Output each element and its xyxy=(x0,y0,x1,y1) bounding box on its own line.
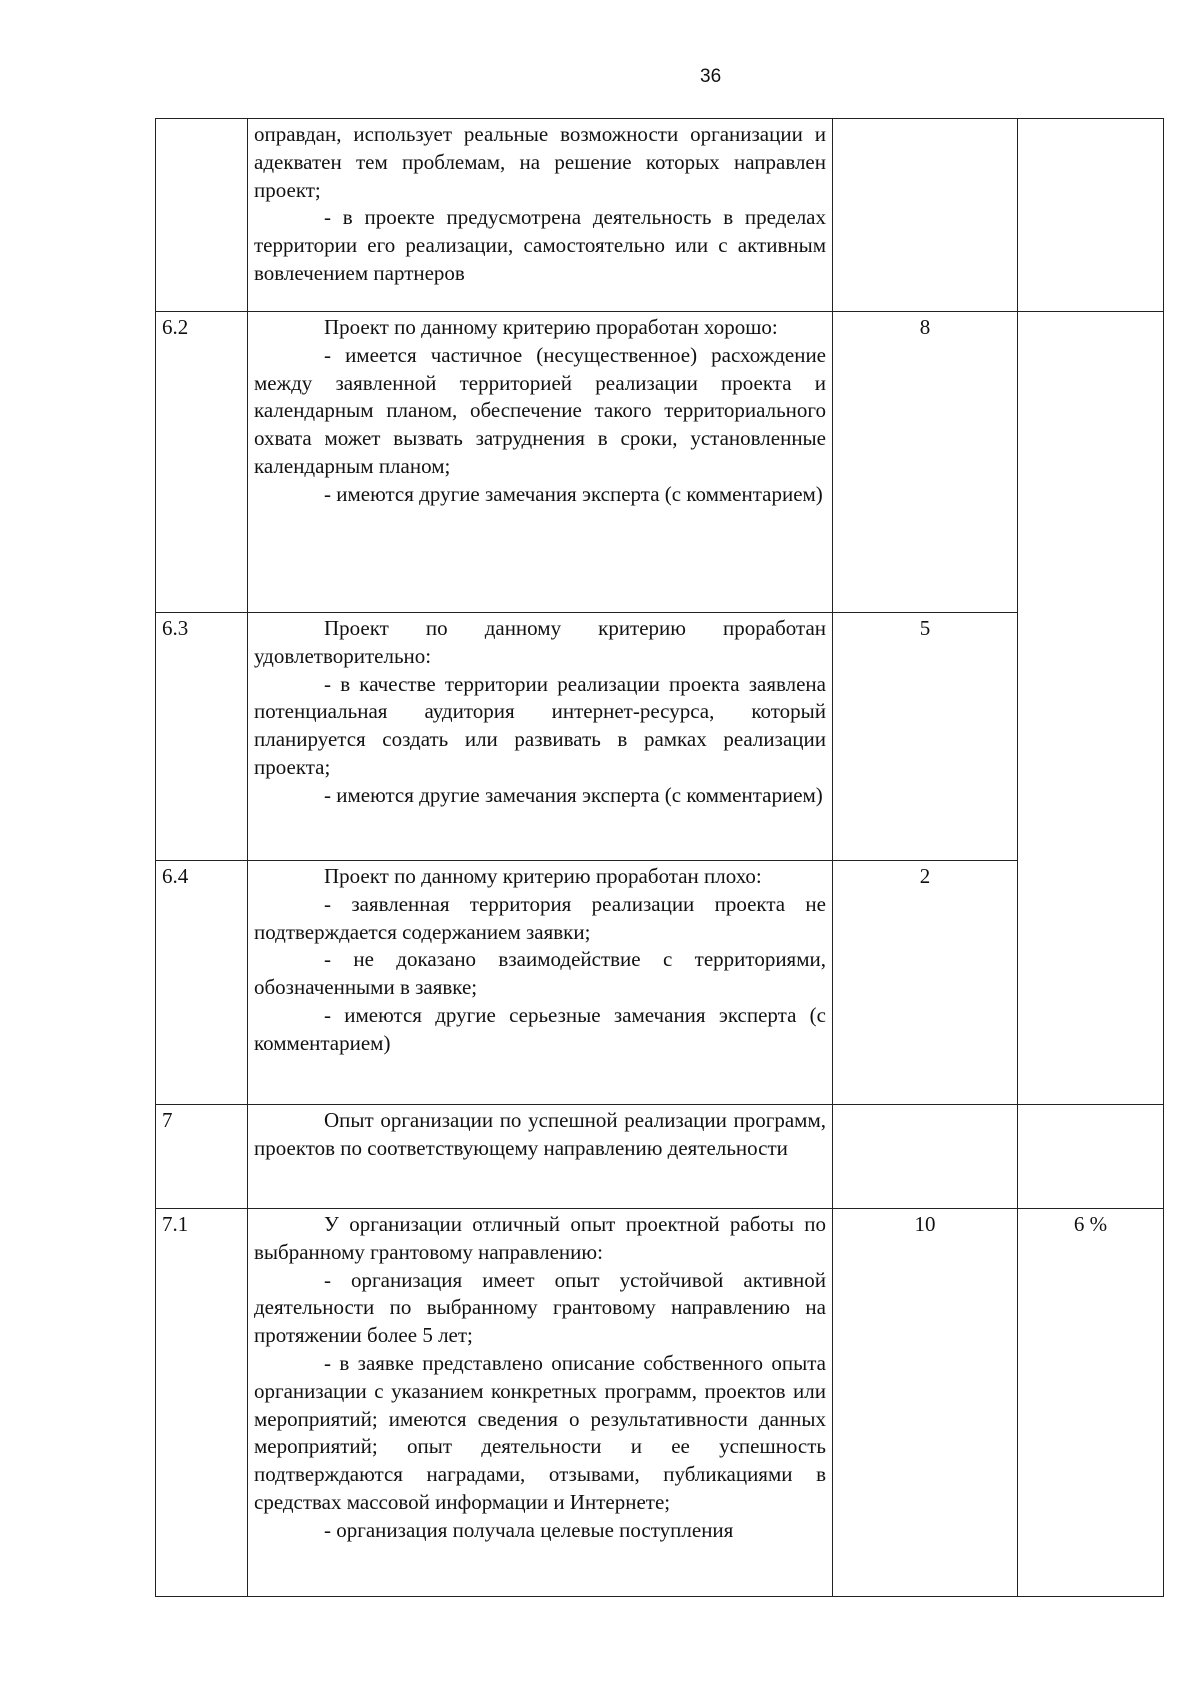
criterion-score xyxy=(833,119,1018,312)
criterion-score: 5 xyxy=(833,613,1018,861)
criterion-paragraph: Проект по данному критерию проработан плохо: xyxy=(324,864,762,888)
criterion-number: 7.1 xyxy=(156,1209,248,1597)
table-row xyxy=(156,613,1164,861)
criterion-bullet: - имеются другие серьезные замечания эксперта (с комментарием) xyxy=(254,1002,826,1055)
criterion-paragraph: оправдан, использует реальные возможности организации и адекватен тем проблемам, на решение которых направлен проект; xyxy=(254,122,826,202)
criterion-score: 8 xyxy=(833,312,1018,613)
criterion-number: 6.2 xyxy=(156,312,248,613)
criterion-number: 6.3 xyxy=(156,613,248,861)
criterion-paragraph: У организации отличный опыт проектной работы по выбранному грантовому направлению: xyxy=(254,1212,826,1264)
table-row xyxy=(156,861,1164,1105)
page-number: 36 xyxy=(700,66,722,87)
criterion-number xyxy=(156,119,248,312)
table-row xyxy=(156,1105,1164,1209)
criterion-paragraph: Проект по данному критерию проработан хорошо: xyxy=(324,315,778,339)
table-row xyxy=(156,312,1164,613)
criterion-number: 6.4 xyxy=(156,861,248,1105)
criterion-bullet: - в проекте предусмотрена деятельность в пределах территории его реализации, самостоятельно или с активным вовлечением партнеров xyxy=(254,205,826,285)
criterion-bullet: - организация имеет опыт устойчивой активной деятельности по выбранному грантовому направлению на протяжении более 5 лет; xyxy=(254,1267,826,1348)
criterion-score: 10 xyxy=(833,1209,1018,1597)
criterion-score xyxy=(833,1105,1018,1209)
criterion-description xyxy=(248,613,833,861)
criterion-weight xyxy=(1018,312,1164,613)
criterion-description xyxy=(248,1105,833,1209)
criterion-weight xyxy=(1018,119,1164,312)
criterion-bullet: - имеется частичное (несущественное) расхождение между заявленной территорией реализации проекта и календарным планом, обеспечение такого территориального охвата может вызвать затруднения в сроки, установленные календарным планом; xyxy=(254,342,826,478)
criterion-score: 2 xyxy=(833,861,1018,1105)
table-row xyxy=(156,1209,1164,1597)
criterion-bullet: - в заявке представлено описание собственного опыта организации с указанием конкретных программ, проектов или мероприятий; имеются сведения о результативности данных мероприятий; опыт деятельности и ее успешность подтверждаются наградами, отзывами, публикациями в средствах массовой информации и Интернете; xyxy=(254,1350,826,1514)
criterion-bullet: - не доказано взаимодействие с территориями, обозначенными в заявке; xyxy=(254,947,826,1000)
criterion-description xyxy=(248,119,833,312)
criterion-description xyxy=(248,861,833,1105)
criterion-description xyxy=(248,1209,833,1597)
criterion-paragraph: Проект по данному критерию проработан удовлетворительно: xyxy=(254,616,826,668)
criterion-weight xyxy=(1018,1105,1164,1209)
criterion-bullet: - заявленная территория реализации проекта не подтверждается содержанием заявки; xyxy=(254,891,826,944)
criterion-number: 7 xyxy=(156,1105,248,1209)
criterion-bullet: - имеются другие замечания эксперта (с комментарием) xyxy=(324,481,823,506)
criterion-weight xyxy=(1018,861,1164,1105)
criteria-table xyxy=(155,118,1164,1597)
criterion-paragraph: Опыт организации по успешной реализации программ, проектов по соответствующему направлению деятельности xyxy=(254,1108,826,1160)
criterion-weight xyxy=(1018,613,1164,861)
criterion-bullet: - в качестве территории реализации проекта заявлена потенциальная аудитория интернет-ресурса, который планируется создать или развивать в рамках реализации проекта; xyxy=(254,671,826,779)
criterion-weight: 6 % xyxy=(1018,1209,1164,1597)
criterion-description xyxy=(248,312,833,613)
table-row xyxy=(156,119,1164,312)
criterion-bullet: - организация получала целевые поступления xyxy=(324,1517,734,1542)
criterion-bullet: - имеются другие замечания эксперта (с комментарием) xyxy=(324,782,823,807)
